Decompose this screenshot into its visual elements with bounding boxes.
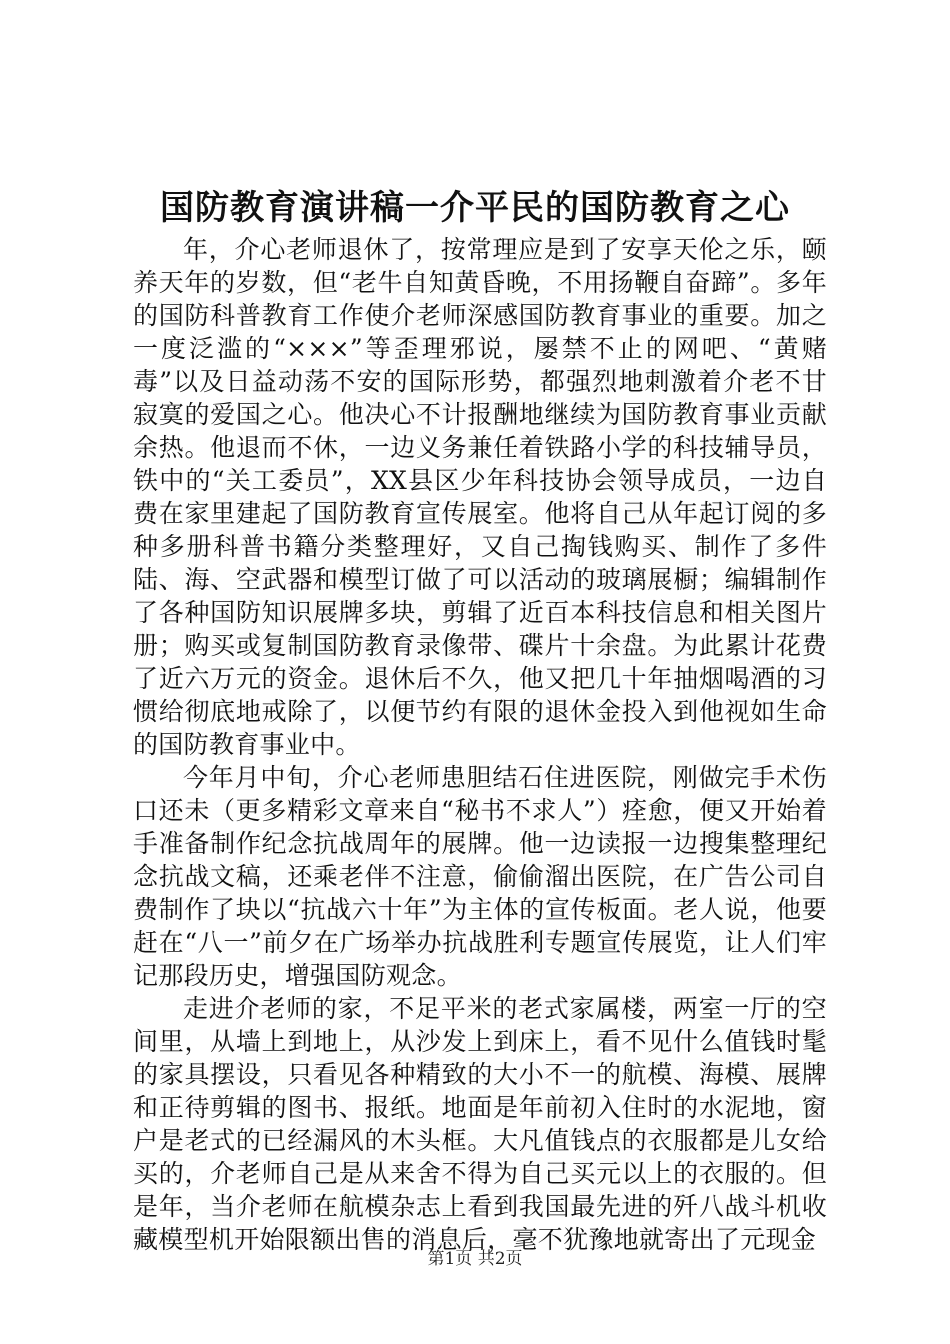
- document-title: 国防教育演讲稿一介平民的国防教育之心: [160, 188, 790, 228]
- paragraph: 走进介老师的家，不足平米的老式家属楼，两室一厅的空间里，从墙上到地上，从沙发上到床上，看不见什么值钱时髦的家具摆设，只看见各种精致的大小不一的航模、海模、展牌和正待剪辑的图书、报纸。地面是年前初入住时的水泥地，窗户是老式的已经漏风的木头框。大凡值钱点的衣服都是儿女给买的，介老师自己是从来舍不得为自己买元以上的衣服的。但是年，当介老师在航模杂志上看到我国最先进的歼八战斗机收藏模型机开始限额出售的消息后，毫不犹豫地就寄出了元现金: [133, 994, 827, 1254]
- paragraph: 今年月中旬，介心老师患胆结石住进医院，刚做完手术伤口还未（更多精彩文章来自“秘书不求人”）痊愈，便又开始着手准备制作纪念抗战周年的展牌。他一边读报一边搜集整理纪念抗战文稿，还乘老伴不注意，偷偷溜出医院，在广告公司自费制作了块以“抗战六十年”为主体的宣传板面。老人说，他要赶在“八一”前夕在广场举办抗战胜利专题宣传展览，让人们牢记那段历史，增强国防观念。: [133, 763, 827, 990]
- page-number-footer: 第1页 共2页: [427, 1249, 523, 1269]
- paragraph: 年，介心老师退休了，按常理应是到了安享天伦之乐，颐养天年的岁数，但“老牛自知黄昏晚，不用扬鞭自奋蹄”。多年的国防科普教育工作使介老师深感国防教育事业的重要。加之一度泛滥的“×××”等歪理邪说，屡禁不止的网吧、“黄赌毒”以及日益动荡不安的国际形势，都强烈地刺激着介老不甘寂寞的爱国之心。他决心不计报酬地继续为国防教育事业贡献余热。他退而不休，一边义务兼任着铁路小学的科技辅导员，铁中的“关工委员”，XX县区少年科技协会领导成员，一边自费在家里建起了国防教育宣传展室。他将自己从年起订阅的多种多册科普书籍分类整理好，又自己掏钱购买、制作了多件陆、海、空武器和模型订做了可以活动的玻璃展橱；编辑制作了各种国防知识展牌多块，剪辑了近百本科技信息和相关图片册；购买或复制国防教育录像带、碟片十余盘。为此累计花费了近六万元的资金。退休后不久，他又把几十年抽烟喝酒的习惯给彻底地戒除了，以便节约有限的退休金投入到他视如生命的国防教育事业中。: [133, 235, 827, 759]
- document-body: [133, 233, 827, 1256]
